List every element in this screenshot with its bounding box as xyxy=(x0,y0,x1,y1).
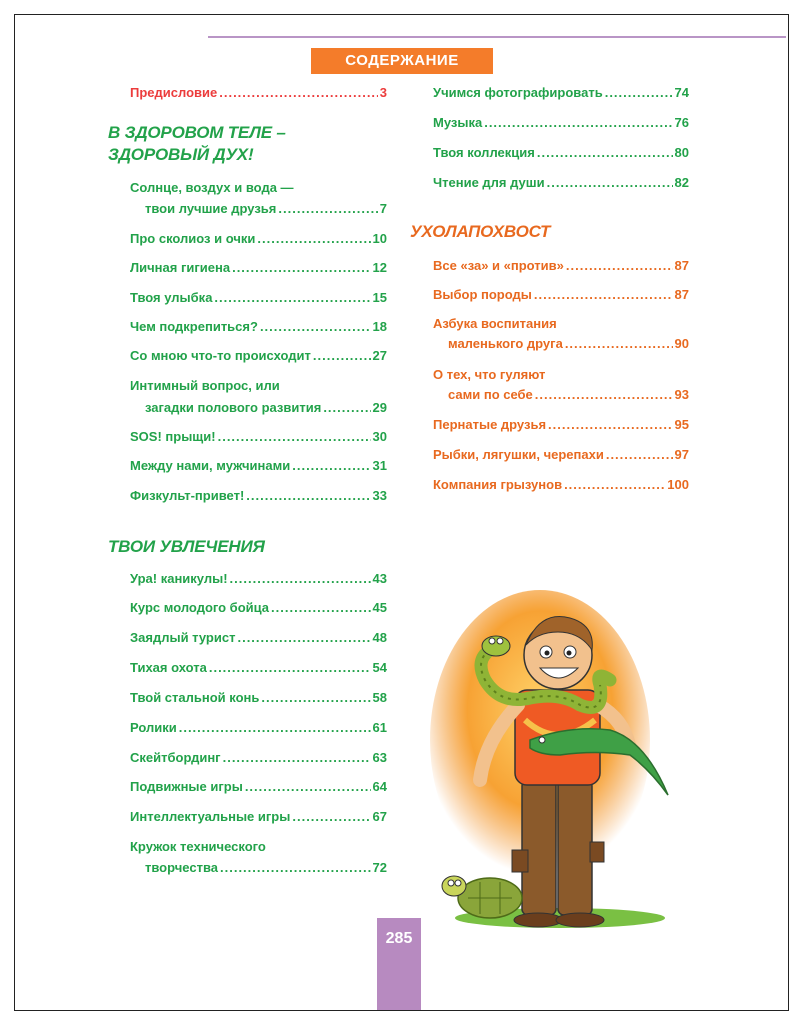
section-title-health: В ЗДОРОВОМ ТЕЛЕ – ЗДОРОВЫЙ ДУХ! xyxy=(108,123,286,164)
toc-entry[interactable]: Про сколиоз и очки ..... 10 xyxy=(130,231,387,246)
toc-entry[interactable]: маленького друга ..... 90 xyxy=(448,336,689,351)
toc-entry-line: Азбука воспитания xyxy=(433,316,557,331)
toc-entry-line: Кружок технического xyxy=(130,839,266,854)
toc-entry[interactable]: Ролики ..... 61 xyxy=(130,720,387,735)
toc-entry[interactable]: Ура! каникулы! ..... 43 xyxy=(130,571,387,586)
toc-entry[interactable]: Заядлый турист ..... 48 xyxy=(130,630,387,645)
toc-entry[interactable]: Тихая охота ..... 54 xyxy=(130,660,387,675)
section-title-hobbies: ТВОИ УВЛЕЧЕНИЯ xyxy=(108,537,265,556)
toc-entry[interactable]: SOS! прыщи! ..... 30 xyxy=(130,429,387,444)
toc-entry[interactable]: Со мною что-то происходит ..... 27 xyxy=(130,348,387,363)
boy-leg-left xyxy=(522,780,556,915)
toc-entry[interactable]: Твоя коллекция ..... 80 xyxy=(433,145,689,160)
page-number: 285 xyxy=(377,918,421,1010)
toc-entry[interactable]: Рыбки, лягушки, черепахи ..... 97 xyxy=(433,447,689,462)
toc-entry[interactable]: Скейтбординг ..... 63 xyxy=(130,750,387,765)
turtle-head xyxy=(442,876,466,896)
toc-entry[interactable]: Все «за» и «против» ..... 87 xyxy=(433,258,689,273)
toc-entry-preface[interactable]: Предисловие ..... 3 xyxy=(130,85,387,100)
toc-entry[interactable]: Подвижные игры ..... 64 xyxy=(130,779,387,794)
top-rule xyxy=(208,36,786,38)
toc-entry[interactable]: Чем подкрепиться? ..... 18 xyxy=(130,319,387,334)
toc-entry[interactable]: Пернатые друзья ..... 95 xyxy=(433,417,689,432)
toc-entry[interactable]: Компания грызунов ..... 100 xyxy=(433,477,689,492)
toc-entry[interactable]: Курс молодого бойца ..... 45 xyxy=(130,600,387,615)
shoe-right xyxy=(556,913,604,927)
toc-entry[interactable]: Между нами, мужчинами ..... 31 xyxy=(130,458,387,473)
toc-entry[interactable]: Музыка ..... 76 xyxy=(433,115,689,130)
toc-entry[interactable]: творчества ..... 72 xyxy=(145,860,387,875)
toc-entry[interactable]: Личная гигиена ..... 12 xyxy=(130,260,387,275)
toc-entry[interactable]: Интеллектуальные игры ..... 67 xyxy=(130,809,387,824)
section-title-pets: УХОЛАПОХВОСТ xyxy=(410,222,551,241)
toc-entry-line: Интимный вопрос, или xyxy=(130,378,280,393)
snake-head xyxy=(482,636,510,656)
contents-header: СОДЕРЖАНИЕ xyxy=(311,48,493,74)
boy-leg-right xyxy=(558,780,592,915)
toc-entry-line: О тех, что гуляют xyxy=(433,367,546,382)
toc-entry[interactable]: Выбор породы ..... 87 xyxy=(433,287,689,302)
shoe-left xyxy=(514,913,562,927)
toc-entry[interactable]: твои лучшие друзья ..... 7 xyxy=(145,201,387,216)
toc-entry[interactable]: Физкульт-привет! ..... 33 xyxy=(130,488,387,503)
toc-entry[interactable]: сами по себе ..... 93 xyxy=(448,387,689,402)
toc-entry[interactable]: Чтение для души ..... 82 xyxy=(433,175,689,190)
toc-entry[interactable]: загадки полового развития ..... 29 xyxy=(145,400,387,415)
boy-with-pets-illustration xyxy=(430,580,670,930)
toc-entry[interactable]: Твой стальной конь ..... 58 xyxy=(130,690,387,705)
toc-entry-line: Солнце, воздух и вода — xyxy=(130,180,294,195)
toc-entry[interactable]: Твоя улыбка ..... 15 xyxy=(130,290,387,305)
toc-entry[interactable]: Учимся фотографировать ..... 74 xyxy=(433,85,689,100)
